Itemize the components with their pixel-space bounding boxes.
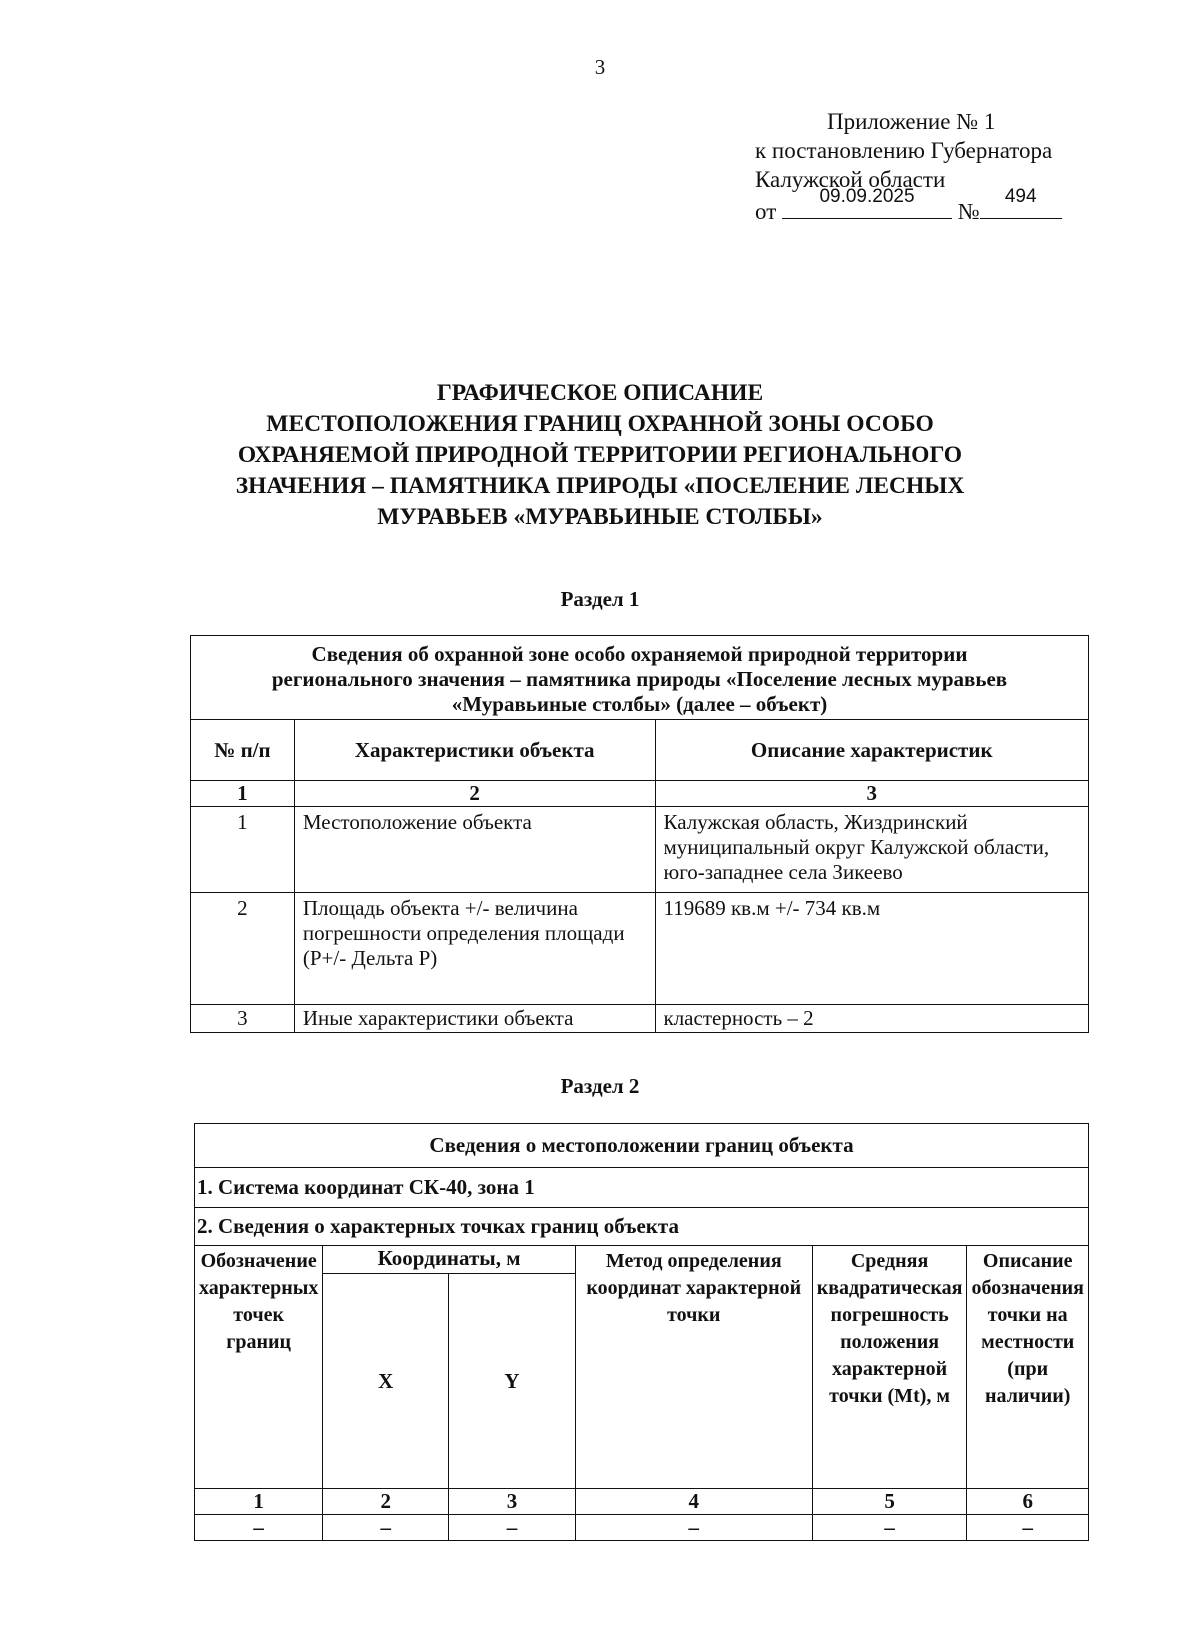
col-number: 1 xyxy=(191,781,295,807)
appendix-block xyxy=(755,107,1062,226)
cell-empty: – xyxy=(812,1515,967,1541)
boundary-points-caption: 2. Сведения о характерных точках границ объекта xyxy=(195,1208,1089,1246)
title-line: ОХРАНЯЕМОЙ ПРИРОДНОЙ ТЕРРИТОРИИ РЕГИОНАЛЬНОГО xyxy=(237,442,963,468)
number-value: 494 xyxy=(1004,186,1037,207)
row-value: Калужская область, Жиздринский муниципальный округ Калужской области, юго-западнее села Зикеево xyxy=(655,807,1089,893)
col-number: 2 xyxy=(323,1489,449,1515)
date-field xyxy=(782,186,952,219)
appendix-title: Приложение № 1 xyxy=(827,109,996,134)
table-row xyxy=(195,1515,1089,1541)
cell-empty: – xyxy=(967,1515,1089,1541)
cell-empty: – xyxy=(195,1515,323,1541)
table-row xyxy=(191,1005,1089,1033)
number-prefix: № xyxy=(957,199,980,224)
title-line: ГРАФИЧЕСКОЕ ОПИСАНИЕ xyxy=(436,380,764,406)
date-value: 09.09.2025 xyxy=(819,186,915,207)
col-number: 1 xyxy=(195,1489,323,1515)
cell-empty: – xyxy=(323,1515,449,1541)
header-method: Метод определения координат характерной точки xyxy=(575,1246,812,1489)
header-point-description: Описание обозначения точки на местности (при наличии) xyxy=(967,1246,1089,1489)
header-mean-error: Средняя квадратическая погрешность положения характерной точки (Mt), м xyxy=(812,1246,967,1489)
row-number: 3 xyxy=(191,1005,295,1033)
header-description: Описание характеристик xyxy=(655,720,1089,781)
row-characteristic: Иные характеристики объекта xyxy=(294,1005,655,1033)
cell-empty: – xyxy=(449,1515,576,1541)
col-number: 5 xyxy=(812,1489,967,1515)
table-caption: Сведения об охранной зоне особо охраняемой природной территории регионального значения – памятника природы «Поселение лесных муравьев «Муравьиные столбы» (далее – объект) xyxy=(191,636,1089,720)
appendix-date-line xyxy=(755,186,1062,226)
col-number: 6 xyxy=(967,1489,1089,1515)
header-coordinates: Координаты, м xyxy=(323,1246,575,1274)
row-characteristic: Площадь объекта +/- величина погрешности определения площади (P+/- Дельта P) xyxy=(294,893,655,1005)
row-characteristic: Местоположение объекта xyxy=(294,807,655,893)
section2-title: Раздел 2 xyxy=(560,1074,640,1098)
table-row xyxy=(191,807,1089,893)
document-title xyxy=(0,378,1200,533)
number-field xyxy=(980,186,1062,219)
row-value: 119689 кв.м +/- 734 кв.м xyxy=(655,893,1089,1005)
title-line: МЕСТОПОЛОЖЕНИЯ ГРАНИЦ ОХРАННОЙ ЗОНЫ ОСОБО xyxy=(266,411,934,437)
header-characteristic: Характеристики объекта xyxy=(294,720,655,781)
table-row xyxy=(191,893,1089,1005)
header-number: № п/п xyxy=(191,720,295,781)
header-point-designation: Обозначение характерных точек границ xyxy=(195,1246,323,1489)
col-number: 4 xyxy=(575,1489,812,1515)
row-value: кластерность – 2 xyxy=(655,1005,1089,1033)
coordinate-system: 1. Система координат СК-40, зона 1 xyxy=(195,1168,1089,1208)
page-number: 3 xyxy=(594,55,606,79)
title-line: ЗНАЧЕНИЯ – ПАМЯТНИКА ПРИРОДЫ «ПОСЕЛЕНИЕ ЛЕСНЫХ xyxy=(235,473,965,499)
col-number: 3 xyxy=(449,1489,576,1515)
appendix-decree: к постановлению Губернатора xyxy=(755,138,1053,163)
appendix-region: Калужской области xyxy=(755,167,946,192)
date-prefix: от xyxy=(755,199,777,224)
section1-table xyxy=(190,635,1089,1033)
header-x: X xyxy=(323,1274,449,1489)
cell-empty: – xyxy=(575,1515,812,1541)
section2-table xyxy=(194,1123,1089,1541)
col-number: 3 xyxy=(655,781,1089,807)
title-line: МУРАВЬЕВ «МУРАВЬИНЫЕ СТОЛБЫ» xyxy=(377,504,823,530)
header-y: Y xyxy=(449,1274,576,1489)
section1-title: Раздел 1 xyxy=(560,587,640,611)
table-caption: Сведения о местоположении границ объекта xyxy=(195,1124,1089,1168)
row-number: 2 xyxy=(191,893,295,1005)
col-number: 2 xyxy=(294,781,655,807)
row-number: 1 xyxy=(191,807,295,893)
